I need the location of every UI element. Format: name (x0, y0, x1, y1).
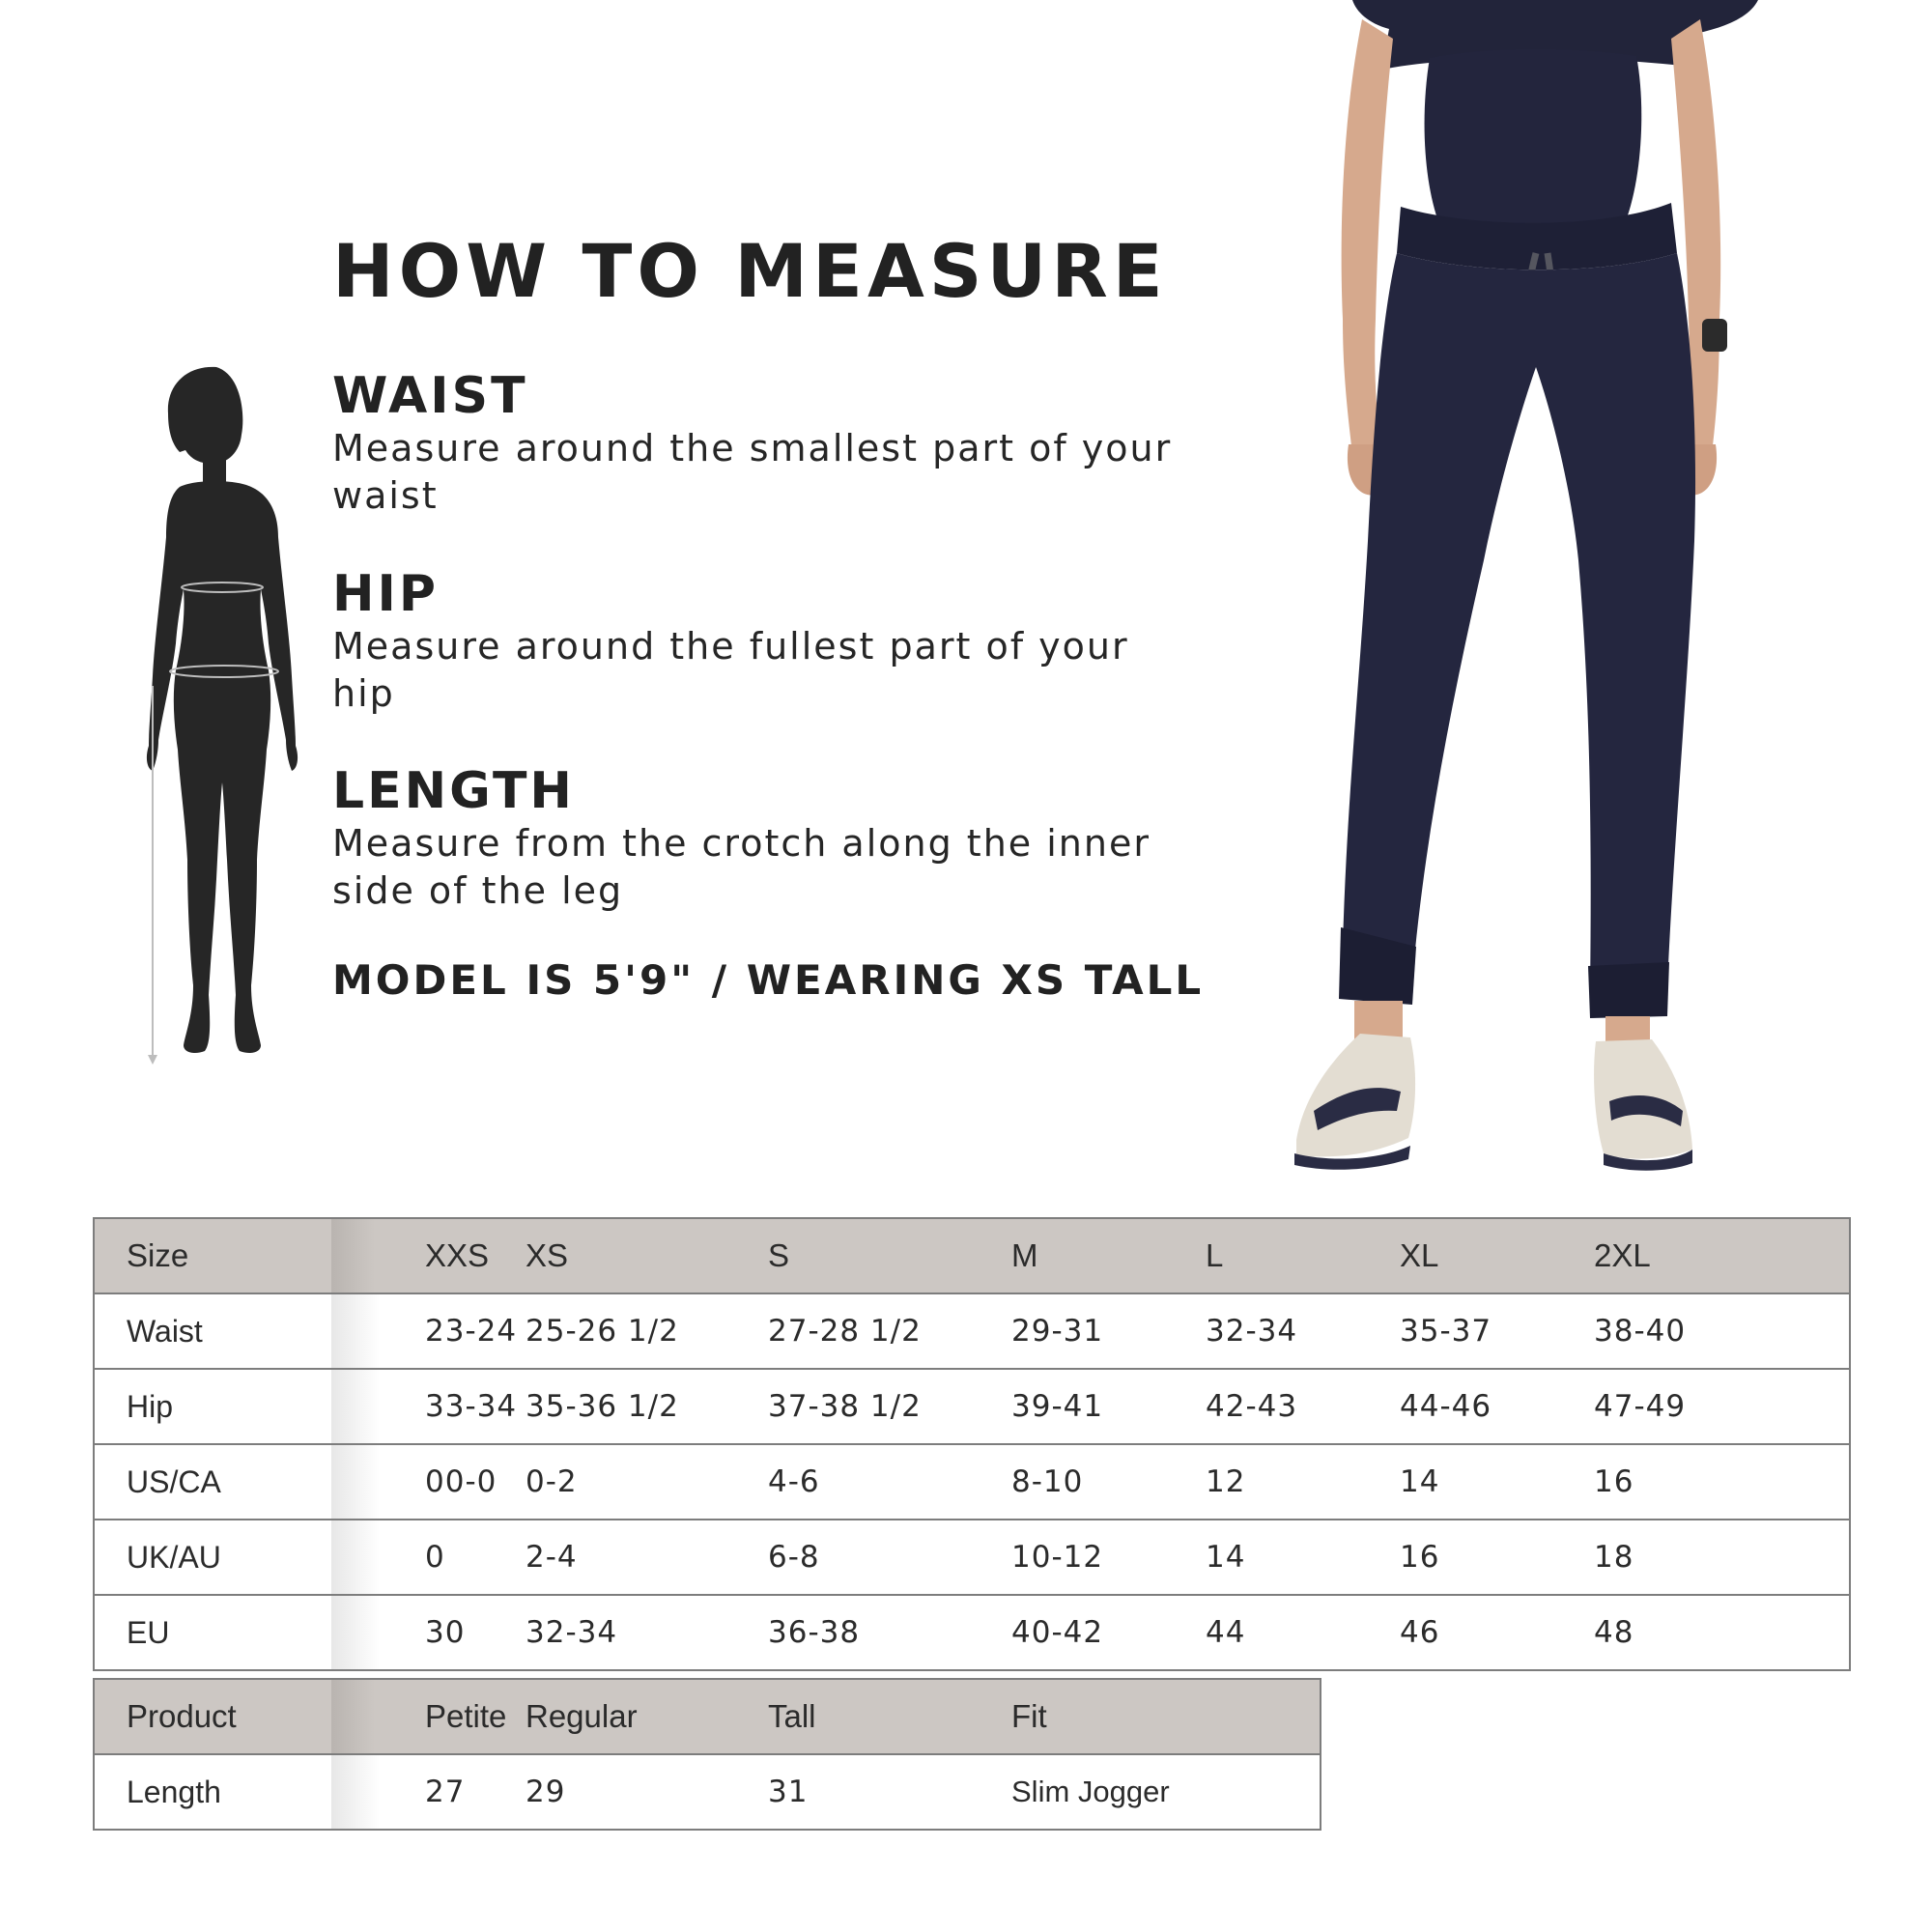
size-chart-table (93, 1217, 1851, 1671)
table-cell: 31 (768, 1754, 1011, 1830)
header-cell: M (1011, 1218, 1206, 1293)
table-cell: 30 (331, 1595, 526, 1670)
table-cell: 27 (331, 1754, 526, 1830)
header-cell: Regular (526, 1679, 768, 1754)
hip-guide (332, 565, 1182, 718)
table-cell: 8-10 (1011, 1444, 1206, 1520)
table-cell: 00-0 (331, 1444, 526, 1520)
header-cell: XS (526, 1218, 768, 1293)
header-cell: XL (1400, 1218, 1594, 1293)
header-cell: Product (94, 1679, 331, 1754)
row-label: UK/AU (94, 1520, 331, 1595)
table-cell: 38-40 (1594, 1293, 1850, 1369)
product-header-row (94, 1679, 1321, 1754)
header-cell: S (768, 1218, 1011, 1293)
header-cell: Tall (768, 1679, 1011, 1754)
table-cell: 16 (1400, 1520, 1594, 1595)
model-size-note: MODEL IS 5'9" / WEARING XS TALL (332, 956, 1205, 1004)
table-row (94, 1520, 1850, 1595)
length-heading: LENGTH (332, 762, 575, 820)
table-cell: 29-31 (1011, 1293, 1206, 1369)
table-cell: 48 (1594, 1595, 1850, 1670)
row-label: Waist (94, 1293, 331, 1369)
table-cell: 0-2 (526, 1444, 768, 1520)
table-cell: 37-38 1/2 (768, 1369, 1011, 1444)
table-row (94, 1444, 1850, 1520)
table-row (94, 1754, 1321, 1830)
table-cell: 32-34 (526, 1595, 768, 1670)
hip-heading: HIP (332, 565, 439, 623)
length-guide (332, 762, 1182, 915)
header-cell: Petite (331, 1679, 526, 1754)
table-cell: 35-37 (1400, 1293, 1594, 1369)
table-cell: 29 (526, 1754, 768, 1830)
row-label: EU (94, 1595, 331, 1670)
table-cell: 40-42 (1011, 1595, 1206, 1670)
header-cell: Fit (1011, 1679, 1321, 1754)
body-silhouette-icon (116, 357, 328, 1072)
table-cell: 23-24 (331, 1293, 526, 1369)
table-cell: 35-36 1/2 (526, 1369, 768, 1444)
table-cell: 39-41 (1011, 1369, 1206, 1444)
product-length-table (93, 1678, 1321, 1831)
table-cell: 4-6 (768, 1444, 1011, 1520)
header-cell: 2XL (1594, 1218, 1850, 1293)
table-cell: Slim Jogger (1011, 1754, 1321, 1830)
table-cell: 42-43 (1206, 1369, 1400, 1444)
table-cell: 10-12 (1011, 1520, 1206, 1595)
table-cell: 36-38 (768, 1595, 1011, 1670)
table-cell: 33-34 (331, 1369, 526, 1444)
waist-heading: WAIST (332, 367, 528, 425)
table-row (94, 1293, 1850, 1369)
table-cell: 32-34 (1206, 1293, 1400, 1369)
table-cell: 14 (1206, 1520, 1400, 1595)
row-label: US/CA (94, 1444, 331, 1520)
table-cell: 0 (331, 1520, 526, 1595)
table-cell: 16 (1594, 1444, 1850, 1520)
header-cell: Size (94, 1218, 331, 1293)
table-cell: 6-8 (768, 1520, 1011, 1595)
header-cell: L (1206, 1218, 1400, 1293)
waist-instruction: Measure around the smallest part of your waist (332, 427, 1173, 517)
model-photo (1246, 0, 1787, 1174)
hip-instruction: Measure around the fullest part of your hip (332, 625, 1129, 715)
table-cell: 27-28 1/2 (768, 1293, 1011, 1369)
header-cell: XXS (331, 1218, 526, 1293)
length-instruction: Measure from the crotch along the inner side of the leg (332, 822, 1151, 912)
table-row (94, 1595, 1850, 1670)
table-cell: 25-26 1/2 (526, 1293, 768, 1369)
table-cell: 12 (1206, 1444, 1400, 1520)
table-cell: 47-49 (1594, 1369, 1850, 1444)
page-title: HOW TO MEASURE (332, 228, 1168, 314)
table-cell: 44-46 (1400, 1369, 1594, 1444)
table-cell: 44 (1206, 1595, 1400, 1670)
table-cell: 46 (1400, 1595, 1594, 1670)
table-cell: 2-4 (526, 1520, 768, 1595)
table-cell: 14 (1400, 1444, 1594, 1520)
row-label: Length (94, 1754, 331, 1830)
waist-guide (332, 367, 1182, 520)
row-label: Hip (94, 1369, 331, 1444)
size-header-row (94, 1218, 1850, 1293)
table-cell: 18 (1594, 1520, 1850, 1595)
table-row (94, 1369, 1850, 1444)
